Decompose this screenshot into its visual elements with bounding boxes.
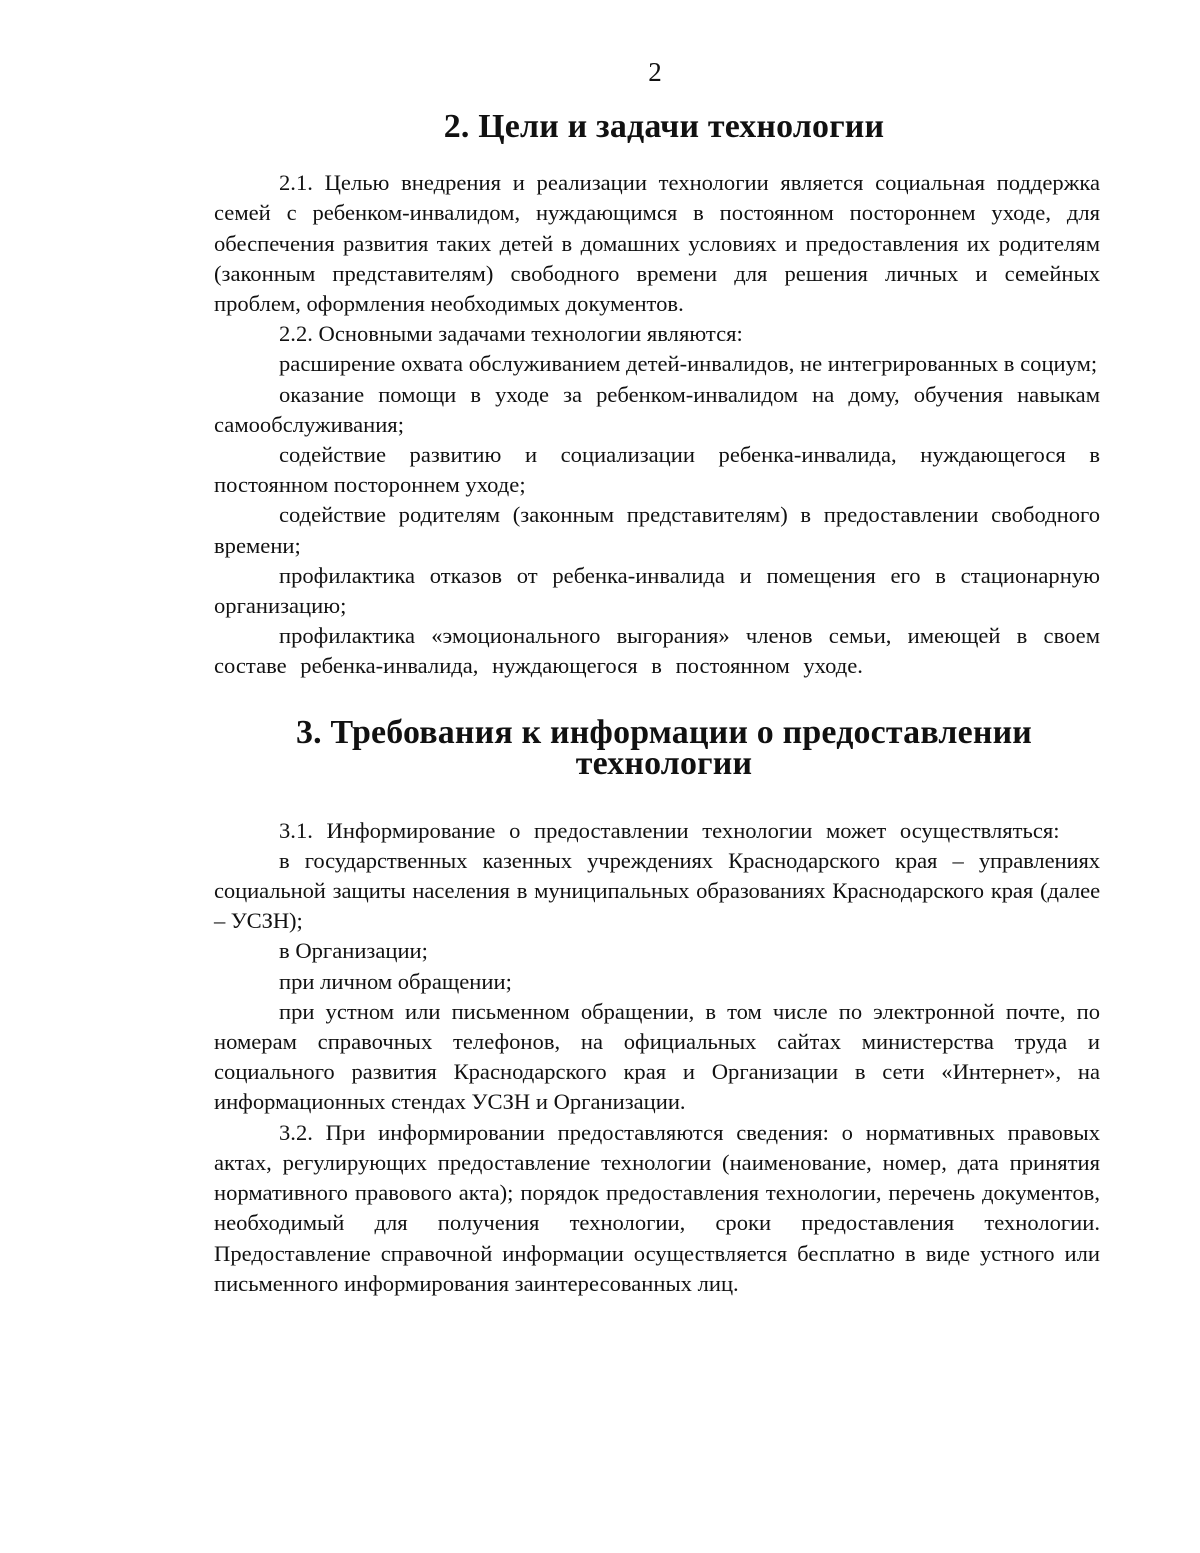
info-source-item-3: при личном обращении;	[279, 968, 512, 994]
section-3-heading	[214, 713, 1100, 782]
task-item-6: профилактика «эмоционального выгорания» членов семьи, имеющей в своем составе ребенка-инвалида, нуждающегося в постоянном уходе.	[214, 623, 1100, 679]
info-source-item-4: при устном или письменном обращении, в том числе по электронной почте, по номерам справочных телефонов, на официальных сайтах министерства труда и социального развития Краснодарского края и Организации в сети «Интернет», на информационных стендах УСЗН и Организации.	[214, 998, 1100, 1115]
section-3-paragraph-1: 3.1. Информирование о предоставлении технологии может осуществляться:	[279, 817, 1060, 843]
task-item-2: оказание помощи в уходе за ребенком-инвалидом на дому, обучения навыкам самообслуживания;	[214, 381, 1100, 437]
section-2-heading: 2. Цели и задачи технологии	[443, 108, 885, 145]
section-3-paragraph-2: 3.2. При информировании предоставляются сведения: о нормативных правовых актах, регулирующих предоставление технологии (наименование, номер, дата принятия нормативного правового акта); порядок предоставления технологии, перечень документов, необходимый для получения технологии, сроки предоставления технологии. Предоставление справочной информации осуществляется бесплатно в виде устного или письменного информирования заинтересованных лиц.	[214, 1119, 1100, 1296]
page-number: 2	[648, 57, 662, 87]
section-3-heading-line-2: технологии	[575, 744, 753, 782]
info-source-item-1: в государственных казенных учреждениях Краснодарского края – управлениях социальной защиты населения в муниципальных образованиях Краснодарского края (далее – УСЗН);	[214, 847, 1100, 934]
task-item-1: расширение охвата обслуживанием детей-инвалидов, не интегрированных в социум;	[279, 351, 1098, 377]
info-source-item-2: в Организации;	[279, 938, 428, 964]
section-3-heading-line-1: 3. Требования к информации о предоставлении	[295, 713, 1033, 751]
section-2-paragraph-2: 2.2. Основными задачами технологии являются:	[279, 321, 743, 347]
task-item-3: содействие развитию и социализации ребенка-инвалида, нуждающегося в постоянном постороннем уходе;	[214, 442, 1100, 498]
task-item-4: содействие родителям (законным представителям) в предоставлении свободного времени;	[214, 502, 1100, 558]
document-body	[214, 108, 1100, 1299]
task-item-5: профилактика отказов от ребенка-инвалида и помещения его в стационарную организацию;	[214, 562, 1100, 619]
section-2-paragraph-1: 2.1. Целью внедрения и реализации технологии является социальная поддержка семей с ребенком-инвалидом, нуждающимся в постоянном постороннем уходе, для обеспечения развития таких детей в домашних условиях и предоставления их родителям (законным представителям) свободного времени для решения личных и семейных проблем, оформления необходимых документов.	[214, 170, 1100, 317]
